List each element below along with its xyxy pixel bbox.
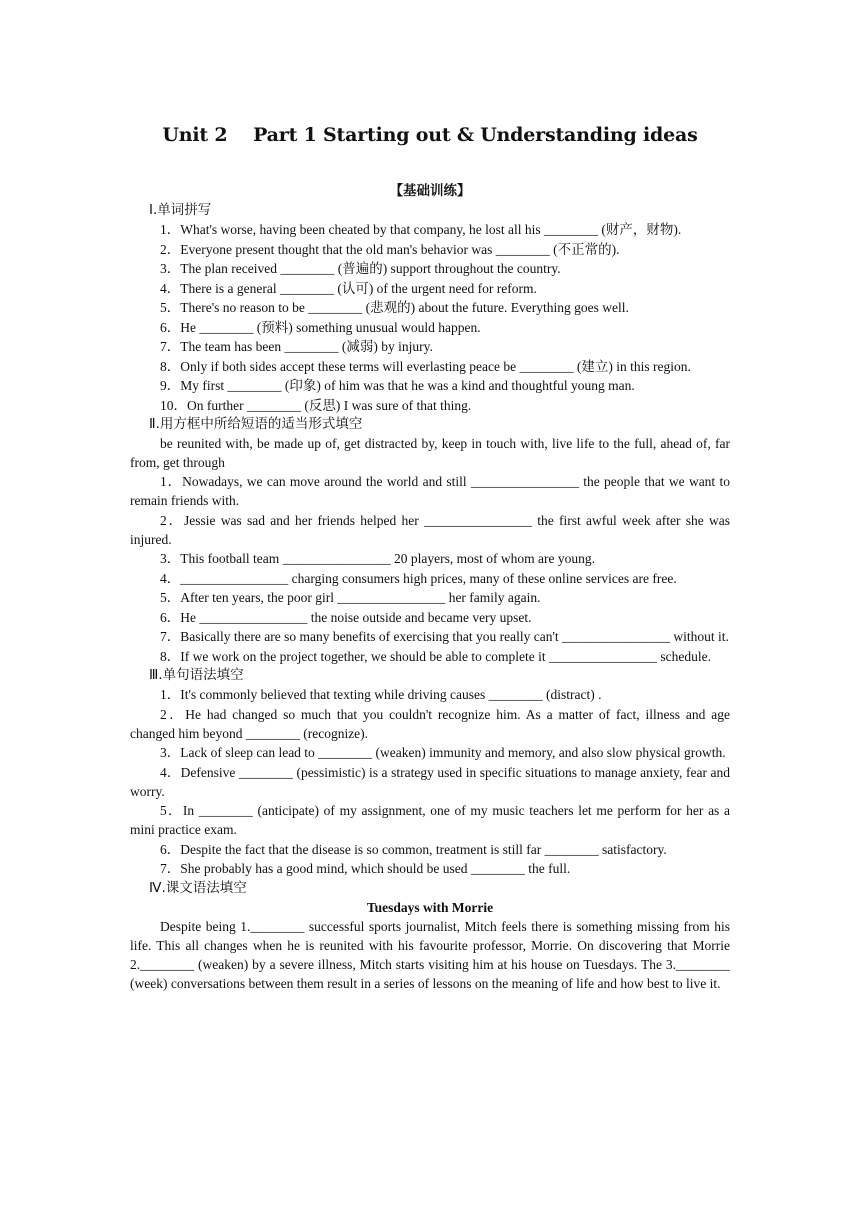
section-3-heading: Ⅲ.单句语法填空 [149,667,244,683]
s2-item: 5．After ten years, the poor girl ________________ her family again. [160,590,541,605]
s2-item: 2．Jessie was sad and her friends helped her ________________ the first awful week after she was injured. [130,512,730,547]
page-title: Unit 2 Part 1 Starting out & Understanding ideas [162,124,698,146]
s2-item: 6．He ________________ the noise outside and became very upset. [160,609,532,625]
section-3-list [130,685,730,878]
s1-item: 5．There's no reason to be ________ (悲观的) about the future. Everything goes well. [160,300,629,315]
phrase-box: be reunited with, be made up of, get distracted by, keep in touch with, live life to the full, ahead of, far from, get through [130,436,730,470]
s1-item: 4．There is a general ________ (认可) of the urgent need for reform. [160,280,537,296]
s1-item: 2．Everyone present thought that the old man's behavior was ________ (不正常的). [160,241,620,257]
section-2-list [130,472,730,666]
s3-item: 5．In ________ (anticipate) of my assignment, one of my music teachers let me perform for her as a mini practice exam. [130,803,730,837]
section-4-heading: Ⅳ.课文语法填空 [149,879,247,896]
passage-text: Despite being 1.________ successful sports journalist, Mitch feels there is something missing from his life. This all changes when he is reunited with his favourite professor, Morrie. On discovering that Morrie 2.________ (weaken) by a severe illness, Mitch starts visiting him at his house on Tuesdays. The 3.________ (week) conversations between them result in a series of lessons on the meaning of life and how best to live it. [130,918,730,991]
document-body [130,182,730,993]
section-1-list [130,220,730,415]
basic-training-heading: 【基础训练】 [389,183,471,199]
s1-item: 3．The plan received ________ (普遍的) support throughout the country. [160,261,561,276]
s3-item: 7．She probably has a good mind, which should be used ________ the full. [160,861,571,876]
s3-item: 3．Lack of sleep can lead to ________ (weaken) immunity and memory, and also slow physical growth. [160,745,726,760]
s2-item: 3．This football team ________________ 20 players, most of whom are young. [160,551,595,566]
s1-item: 1．What's worse, having been cheated by that company, he lost all his ________ (财产，财物). [160,222,682,237]
s3-item: 1．It's commonly believed that texting while driving causes ________ (distract) . [160,687,602,702]
s3-item: 2．He had changed so much that you couldn't recognize him. As a matter of fact, illness and age changed him beyond ________ (recognize). [130,706,730,741]
s1-item: 6．He ________ (预料) something unusual would happen. [160,319,481,335]
s2-item: 1．Nowadays, we can move around the world and still ________________ the people that we want to remain friends with. [130,474,730,508]
section-1-heading: Ⅰ.单词拼写 [149,202,212,218]
s1-item: 8．Only if both sides accept these terms will everlasting peace be ________ (建立) in this region. [160,358,691,374]
s2-item: 4．________________ charging consumers high prices, many of these online services are free. [160,570,677,586]
s1-item: 10．On further ________ (反思) I was sure of that thing. [160,397,472,413]
s2-item: 7．Basically there are so many benefits of exercising that you really can't ________________ without it. [160,629,729,644]
s1-item: 9．My first ________ (印象) of him was that he was a kind and thoughtful young man. [160,378,635,393]
s3-item: 4．Defensive ________ (pessimistic) is a strategy used in specific situations to manage anxiety, fear and worry. [130,764,730,799]
s3-item: 6．Despite the fact that the disease is so common, treatment is still far ________ satisfactory. [160,841,667,857]
passage-title: Tuesdays with Morrie [366,899,494,915]
s2-item: 8．If we work on the project together, we should be able to complete it ________________ schedule. [160,648,711,664]
section-2-heading: Ⅱ.用方框中所给短语的适当形式填空 [149,416,363,432]
s1-item: 7．The team has been ________ (减弱) by injury. [160,339,433,354]
